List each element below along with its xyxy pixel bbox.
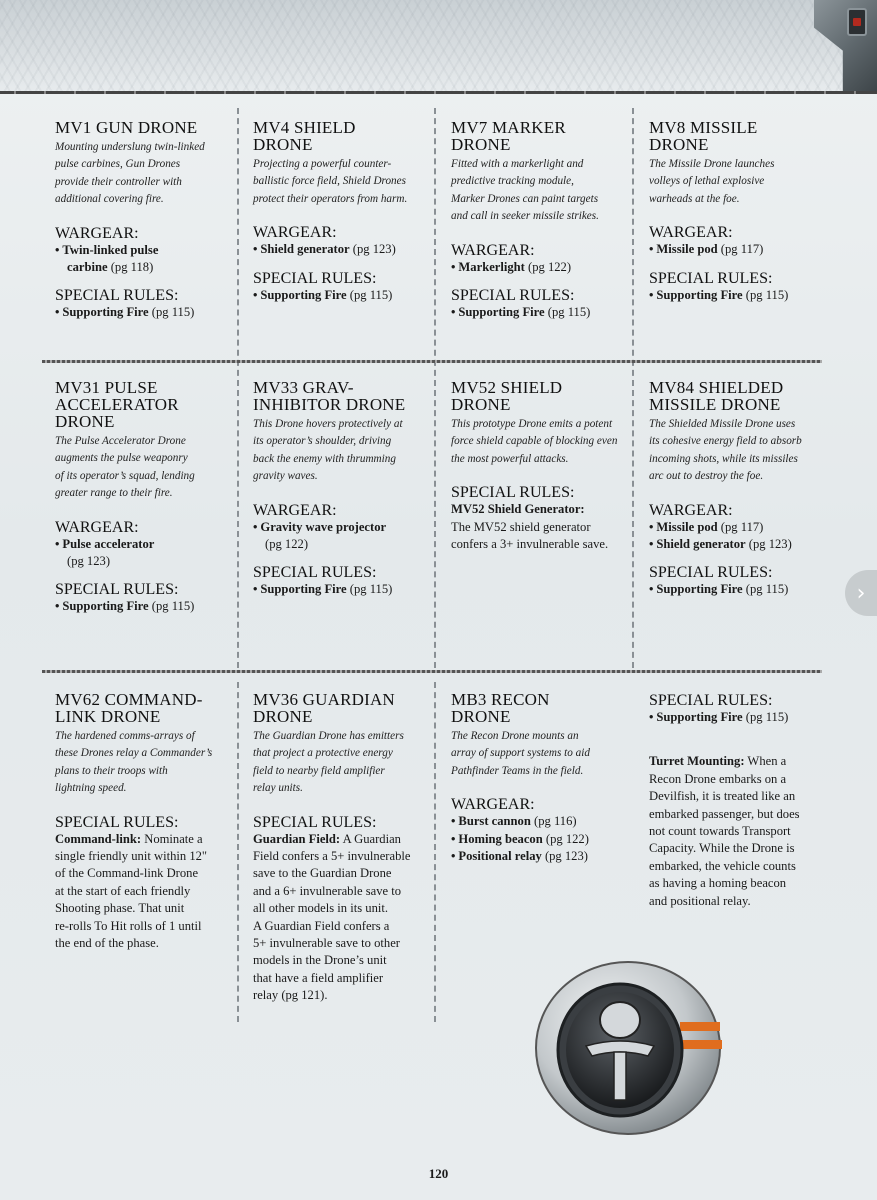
special-rule-item: • Supporting Fire (pg 115) [253,582,393,597]
recon-drone-entry [451,691,629,865]
gun-drone-entry [55,119,233,322]
entry-title: MV1 GUN DRONE [55,118,198,137]
entry-description: The Shielded Missile Drone uses its cohesive energy field to absorb incoming shots, while its missiles arc out to destroy the foe. [649,418,802,483]
special-rules-heading: SPECIAL RULES: [55,287,179,305]
shielded-missile-drone-entry [649,379,827,599]
command-link-drone-entry [55,691,233,952]
chevron-right-icon: › [856,580,866,606]
entry-description: The Guardian Drone has emitters that project a protective energy field to nearby field amplifier relay units. [253,730,404,795]
entry-title: MB3 RECON DRONE [451,690,550,726]
wargear-item: • Positional relay (pg 123) [451,849,588,864]
entry-description: This prototype Drone emits a potent force shield capable of blocking even the most powerful attacks. [451,418,618,465]
column-divider [237,108,239,668]
wargear-item: • Missile pod (pg 117) [649,242,764,257]
wargear-heading: WARGEAR: [451,241,535,259]
recon-drone-rules [649,692,827,910]
special-rules-heading: SPECIAL RULES: [55,581,179,599]
special-rules-heading: SPECIAL RULES: [649,269,773,287]
entry-description: The hardened comms-arrays of these Drones relay a Commander’s plans to their troops with lightning speed. [55,730,213,795]
wargear-heading: WARGEAR: [451,796,535,814]
special-rule-text: Turret Mounting: When a Recon Drone embarks on a Devilfish, it is treated like an embarked passenger, but does not count towards Transport Capacity. While the Drone is embarked, the vehicle counts as having a homing beacon and positional relay. [649,754,800,908]
entry-description: Mounting underslung twin-linked pulse carbines, Gun Drones provide their controller with additional covering fire. [55,141,205,206]
entry-title: MV8 MISSILE DRONE [649,118,758,154]
special-rule-text: Command-link: Nominate a single friendly unit within 12" of the Command-link Drone at the start of each friendly Shooting phase. That unit re-rolls To Hit rolls of 1 until the end of the phase. [55,831,208,951]
corner-badge-icon [847,8,867,36]
special-rule-item: • Supporting Fire (pg 115) [649,287,789,302]
entry-title: MV52 SHIELD DRONE [451,378,563,414]
wargear-heading: WARGEAR: [649,224,733,242]
mv52-shield-drone-entry [451,379,629,553]
entry-title: MV36 GUARDIAN DRONE [253,690,395,726]
column-divider [434,108,436,668]
special-rule-text: Guardian Field: A Guardian Field confers a 5+ invulnerable save to the Guardian Drone and a 6+ invulnerable save to all other models in its unit. A Guardian Field confers a 5+ invulnerable save to other models in the Drone’s unit that have a field amplifier relay (pg 121). [253,831,411,1003]
special-rule-item: • Supporting Fire (pg 115) [649,582,789,597]
marker-drone-entry [451,119,629,321]
wargear-heading: WARGEAR: [649,501,733,519]
missile-drone-entry [649,119,827,304]
entry-title: MV84 SHIELDED MISSILE DRONE [649,378,784,414]
pulse-accelerator-drone-entry [55,379,233,616]
special-rule-item: • Supporting Fire (pg 115) [253,287,393,302]
entry-title: MV62 COMMAND- LINK DRONE [55,690,203,726]
wargear-item: • Burst cannon (pg 116) [451,814,577,829]
wargear-item: • Gravity wave projector (pg 122) [253,519,387,552]
entry-title: MV33 GRAV- INHIBITOR DRONE [253,378,406,414]
special-rule-text: MV52 Shield Generator: The MV52 shield generator confers a 3+ invulnerable save. [451,502,609,552]
grav-inhibitor-drone-entry [253,379,431,599]
row-divider [42,360,822,363]
wargear-heading: WARGEAR: [55,224,139,242]
wargear-item: • Missile pod (pg 117) [649,519,764,534]
wargear-heading: WARGEAR: [55,518,139,536]
wargear-item: • Twin-linked pulse carbine (pg 118) [55,242,159,275]
top-banner [0,0,877,94]
entry-title: MV31 PULSE ACCELERATOR DRONE [55,378,179,431]
wargear-item: • Markerlight (pg 122) [451,259,572,274]
entry-description: Fitted with a markerlight and predictive tracking module, Marker Drones can paint targets and call in seeker missile strikes. [451,158,599,223]
entry-description: The Recon Drone mounts an array of support systems to aid Pathfinder Teams in the field. [451,730,590,777]
row-divider [42,670,822,673]
special-rules-heading: SPECIAL RULES: [253,813,377,831]
entry-description: The Pulse Accelerator Drone augments the pulse weaponry of its operator’s squad, lending greater range to their fire. [55,435,195,500]
entry-title: MV4 SHIELD DRONE [253,118,356,154]
wargear-item: • Shield generator (pg 123) [649,537,792,552]
special-rule-item: • Supporting Fire (pg 115) [55,305,195,320]
special-rules-heading: SPECIAL RULES: [451,484,575,502]
column-divider [237,682,239,1022]
special-rules-heading: SPECIAL RULES: [253,564,377,582]
entry-title: MV7 MARKER DRONE [451,118,566,154]
guardian-drone-entry [253,691,431,1005]
special-rules-heading: SPECIAL RULES: [649,692,773,709]
wargear-item: • Shield generator (pg 123) [253,242,396,257]
wargear-heading: WARGEAR: [253,501,337,519]
special-rule-item: • Supporting Fire (pg 115) [55,599,195,614]
entry-description: The Missile Drone launches volleys of lethal explosive warheads at the foe. [649,158,775,205]
drone-emblem-icon [530,950,726,1142]
column-divider [632,108,634,668]
entry-description: This Drone hovers protectively at its operator’s shoulder, driving back the enemy with thrumming gravity waves. [253,418,403,483]
special-rules-heading: SPECIAL RULES: [55,813,179,831]
special-rule-item: • Supporting Fire (pg 115) [649,710,789,724]
special-rules-heading: SPECIAL RULES: [253,269,377,287]
wargear-item: • Homing beacon (pg 122) [451,831,589,846]
next-page-button[interactable] [845,570,877,616]
column-divider [434,682,436,1022]
shield-drone-entry [253,119,431,304]
wargear-item: • Pulse accelerator (pg 123) [55,536,155,569]
wargear-heading: WARGEAR: [253,224,337,242]
special-rule-item: • Supporting Fire (pg 115) [451,305,591,320]
banner-divider [0,91,877,94]
special-rules-heading: SPECIAL RULES: [451,287,575,305]
page-number: 120 [428,1166,449,1181]
special-rules-heading: SPECIAL RULES: [649,564,773,582]
entry-description: Projecting a powerful counter- ballistic force field, Shield Drones protect their operators from harm. [253,158,408,205]
